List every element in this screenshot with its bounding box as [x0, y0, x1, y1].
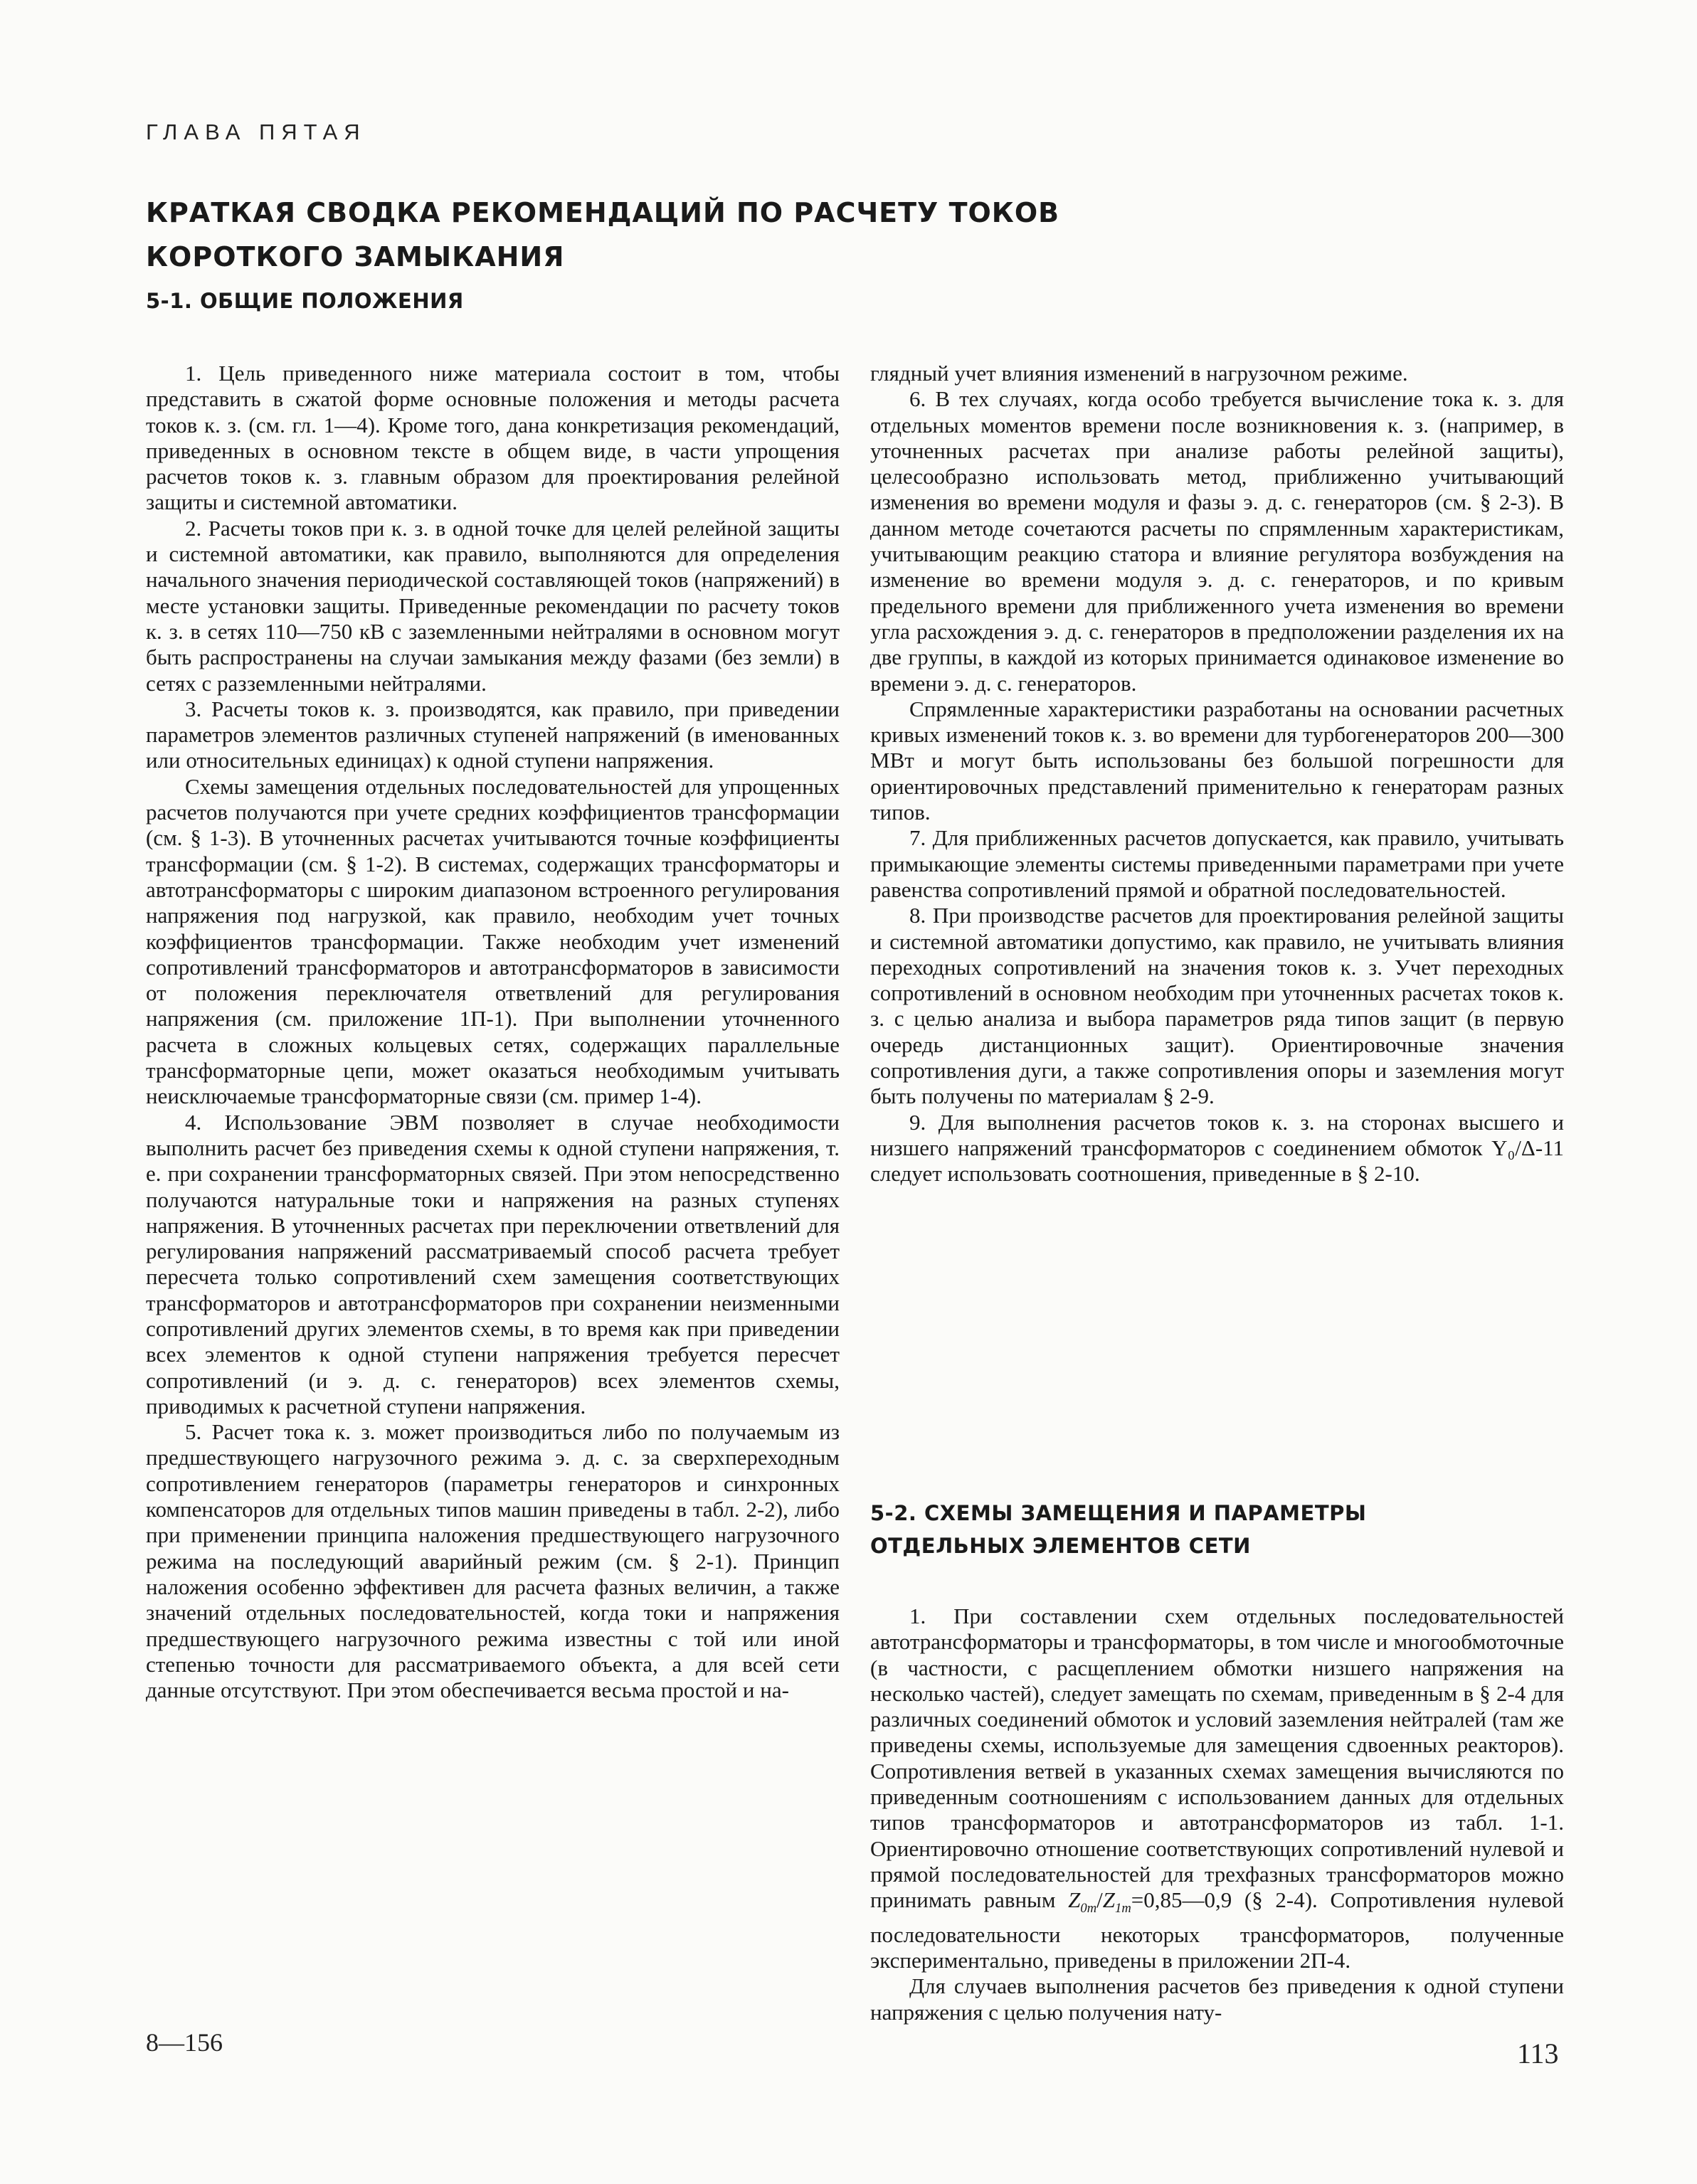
section-heading-5-1: 5-1. ОБЩИЕ ПОЛОЖЕНИЯ — [146, 289, 464, 313]
chapter-title-line: КОРОТКОГО ЗАМЫКАНИЯ — [146, 241, 565, 272]
section-heading-line: 5-2. СХЕМЫ ЗАМЕЩЕНИЯ И ПАРАМЕТРЫ — [870, 1501, 1367, 1525]
paragraph-text: =0,85—0,9 (§ 2-4). Сопротивления нулевой последовательности некоторых трансформаторов, полученные экспериментально, приведены в приложении 2П-4. — [870, 1887, 1564, 1973]
formula-z1: $Z_{1т}$ — [1102, 1887, 1131, 1917]
paragraph: 6. В тех случаях, когда особо требуется вычисление тока к. з. для отдельных моментов времени после возникновения к. з. (например, в уточненных расчетах при анализе работы релейной защиты), целесообразно использовать метод, приближенно учитывающий изменения во времени модуля и фазы э. д. с. генераторов (см. § 2-3). В данном методе сочетаются расчеты по спрямленным характеристикам, учитывающим реакцию статора и влияние регулятора возбуждения на изменение во времени модуля э. д. с. генераторов, и по кривым предельного времени для приближенного учета изменения во времени угла расхождения э. д. с. генераторов в предположении разделения их на две группы, в каждой из которых принимается одинаковое изменение во времени э. д. с. генераторов. — [870, 386, 1564, 696]
section-heading-5-2 — [870, 1497, 1366, 1562]
left-column — [146, 361, 840, 1703]
paragraph-continuation: глядный учет влияния изменений в нагрузочном режиме. — [870, 361, 1408, 386]
paragraph: 1. Цель приведенного ниже материала состоит в том, чтобы представить в сжатой форме основные положения и методы расчета токов к. з. (см. гл. 1—4). Кроме того, дана конкретизация рекомендаций, приведенных в основном тексте в общем виде, в части упрощения расчетов токов к. з. главным образом для проектирования релейной защиты и системной автоматики. — [146, 361, 840, 515]
paragraph: Схемы замещения отдельных последовательностей для упрощенных расчетов получаются при учете средних коэффициентов трансформации (см. § 1-3). В уточненных расчетах учитываются точные коэффициенты трансформации (см. § 1-2). В системах, содержащих трансформаторы и автотрансформаторы с широким диапазоном встроенного регулирования напряжения под нагрузкой, как правило, необходим учет точных коэффициентов трансформации. Также необходим учет изменений сопротивлений трансформаторов и автотрансформаторов в зависимости от положения переключателя ответвлений для регулирования напряжения (см. приложение 1П-1). При выполнении уточненного расчета в сложных кольцевых сетях, содержащих параллельные трансформаторные цепи, может оказаться необходимым учитывать неисключаемые трансформаторные связи (см. пример 1-4). — [146, 773, 840, 1109]
paragraph: 9. Для выполнения расчетов токов к. з. на сторонах высшего и низшего напряжений трансформаторов с соединением обмоток Y₀/Δ-11 следует использовать соотношения, приведенные в § 2-10. — [870, 1109, 1564, 1187]
signature-mark: 8—156 — [146, 2028, 223, 2057]
paragraph-text: 1. При составлении схем отдельных последовательностей автотрансформаторы и трансформаторы, в том числе и многообмоточные (в частности, с расщеплением обмотки низшего напряжения на несколько частей), следует замещать по схемам, приведенным в § 2-4 для различных соединений обмоток и условий заземления нейтралей (там же приведены схемы, используемые для замещения сдвоенных реакторов). Сопротивления ветвей в указанных схемах замещения вычисляются по приведенным соотношениям с использованием данных для отдельных типов трансформаторов и автотрансформаторов из табл. 1-1. Ориентировочно отношение соответствующих сопротивлений нулевой и прямой последовательностей для трехфазных трансформаторов можно принимать равным — [870, 1603, 1564, 1913]
chapter-label: ГЛАВА ПЯТАЯ — [146, 120, 366, 144]
formula-z0: $Z_{0т}$ — [1068, 1887, 1097, 1917]
paragraph — [870, 1603, 1564, 1973]
paragraph: 4. Использование ЭВМ позволяет в случае необходимости выполнить расчет без приведения схемы к одной ступени напряжения, т. е. при сохранении трансформаторных связей. При этом непосредственно получаются натуральные токи и напряжения на разных ступенях напряжения. В уточненных расчетах при переключении ответвлений для регулирования напряжений рассматриваемый способ расчета требует пересчета только сопротивлений схем замещения соответствующих трансформаторов и автотрансформаторов при сохранении неизменными сопротивлений других элементов схемы, в то время как при приведении всех элементов к одной ступени напряжения требуется пересчет сопротивлений (и э. д. с. генераторов) всех элементов схемы, приводимых к расчетной ступени напряжения. — [146, 1109, 840, 1419]
section-heading-line: ОТДЕЛЬНЫХ ЭЛЕМЕНТОВ СЕТИ — [870, 1534, 1251, 1558]
paragraph: Спрямленные характеристики разработаны на основании расчетных кривых изменений токов к. з. во времени для турбогенераторов 200—300 МВт и могут быть использованы без большой погрешности для ориентировочных представлений применительно к генераторам разных типов. — [870, 696, 1564, 825]
paragraph: 3. Расчеты токов к. з. производятся, как правило, при приведении параметров элементов различных ступеней напряжений (в именованных или относительных единицах) к одной ступени напряжения. — [146, 696, 840, 773]
right-column-bottom — [870, 1603, 1564, 2025]
formula-slash: / — [1096, 1887, 1103, 1913]
paragraph: 7. Для приближенных расчетов допускается, как правило, учитывать примыкающие элементы системы приведенными параметрами при учете равенства сопротивлений прямой и обратной последовательностей. — [870, 825, 1564, 902]
paragraph: 8. При производстве расчетов для проектирования релейной защиты и системной автоматики допустимо, как правило, не учитывать влияния переходных сопротивлений на значения токов к. з. Учет переходных сопротивлений в основном необходим при уточненных расчетах токов к. з. с целью анализа и выбора параметров ряда типов защит (в первую очередь дистанционных защит). Ориентировочные значения сопротивления дуги, а также сопротивления опоры и заземления могут быть получены по материалам § 2-9. — [870, 903, 1564, 1109]
paragraph: 5. Расчет тока к. з. может производиться либо по получаемым из предшествующего нагрузочного режима э. д. с. за сверхпереходным сопротивлением генераторов (параметры генераторов и синхронных компенсаторов для отдельных типов машин приведены в табл. 2-2), либо при применении принципа наложения предшествующего нагрузочного режима на последующий аварийный режим (см. § 2-1). Принцип наложения особенно эффективен для расчета фазных величин, а также значений отдельных последовательностей, когда токи и напряжения предшествующего нагрузочного режима известны с той или иной степенью точности для рассматриваемого объекта, а для всей сети данные отсутствуют. При этом обеспечивается весьма простой и на- — [146, 1419, 840, 1703]
right-column-top — [870, 361, 1564, 1187]
chapter-title — [146, 191, 1178, 279]
paragraph: 2. Расчеты токов при к. з. в одной точке для целей релейной защиты и системной автоматики, как правило, выполняются для определения начального значения периодической составляющей токов (напряжений) в месте установки защиты. Приведенные рекомендации по расчету токов к. з. в сетях 110—750 кВ с заземленными нейтралями в основном могут быть распространены на случаи замыкания между фазами (без земли) в сетях с разземленными нейтралями. — [146, 515, 840, 696]
chapter-title-line: КРАТКАЯ СВОДКА РЕКОМЕНДАЦИЙ ПО РАСЧЕТУ ТОКОВ — [146, 197, 1060, 228]
page-number: 113 — [1517, 2037, 1559, 2069]
paragraph: Для случаев выполнения расчетов без приведения к одной ступени напряжения с целью получения нату- — [870, 1973, 1564, 2025]
